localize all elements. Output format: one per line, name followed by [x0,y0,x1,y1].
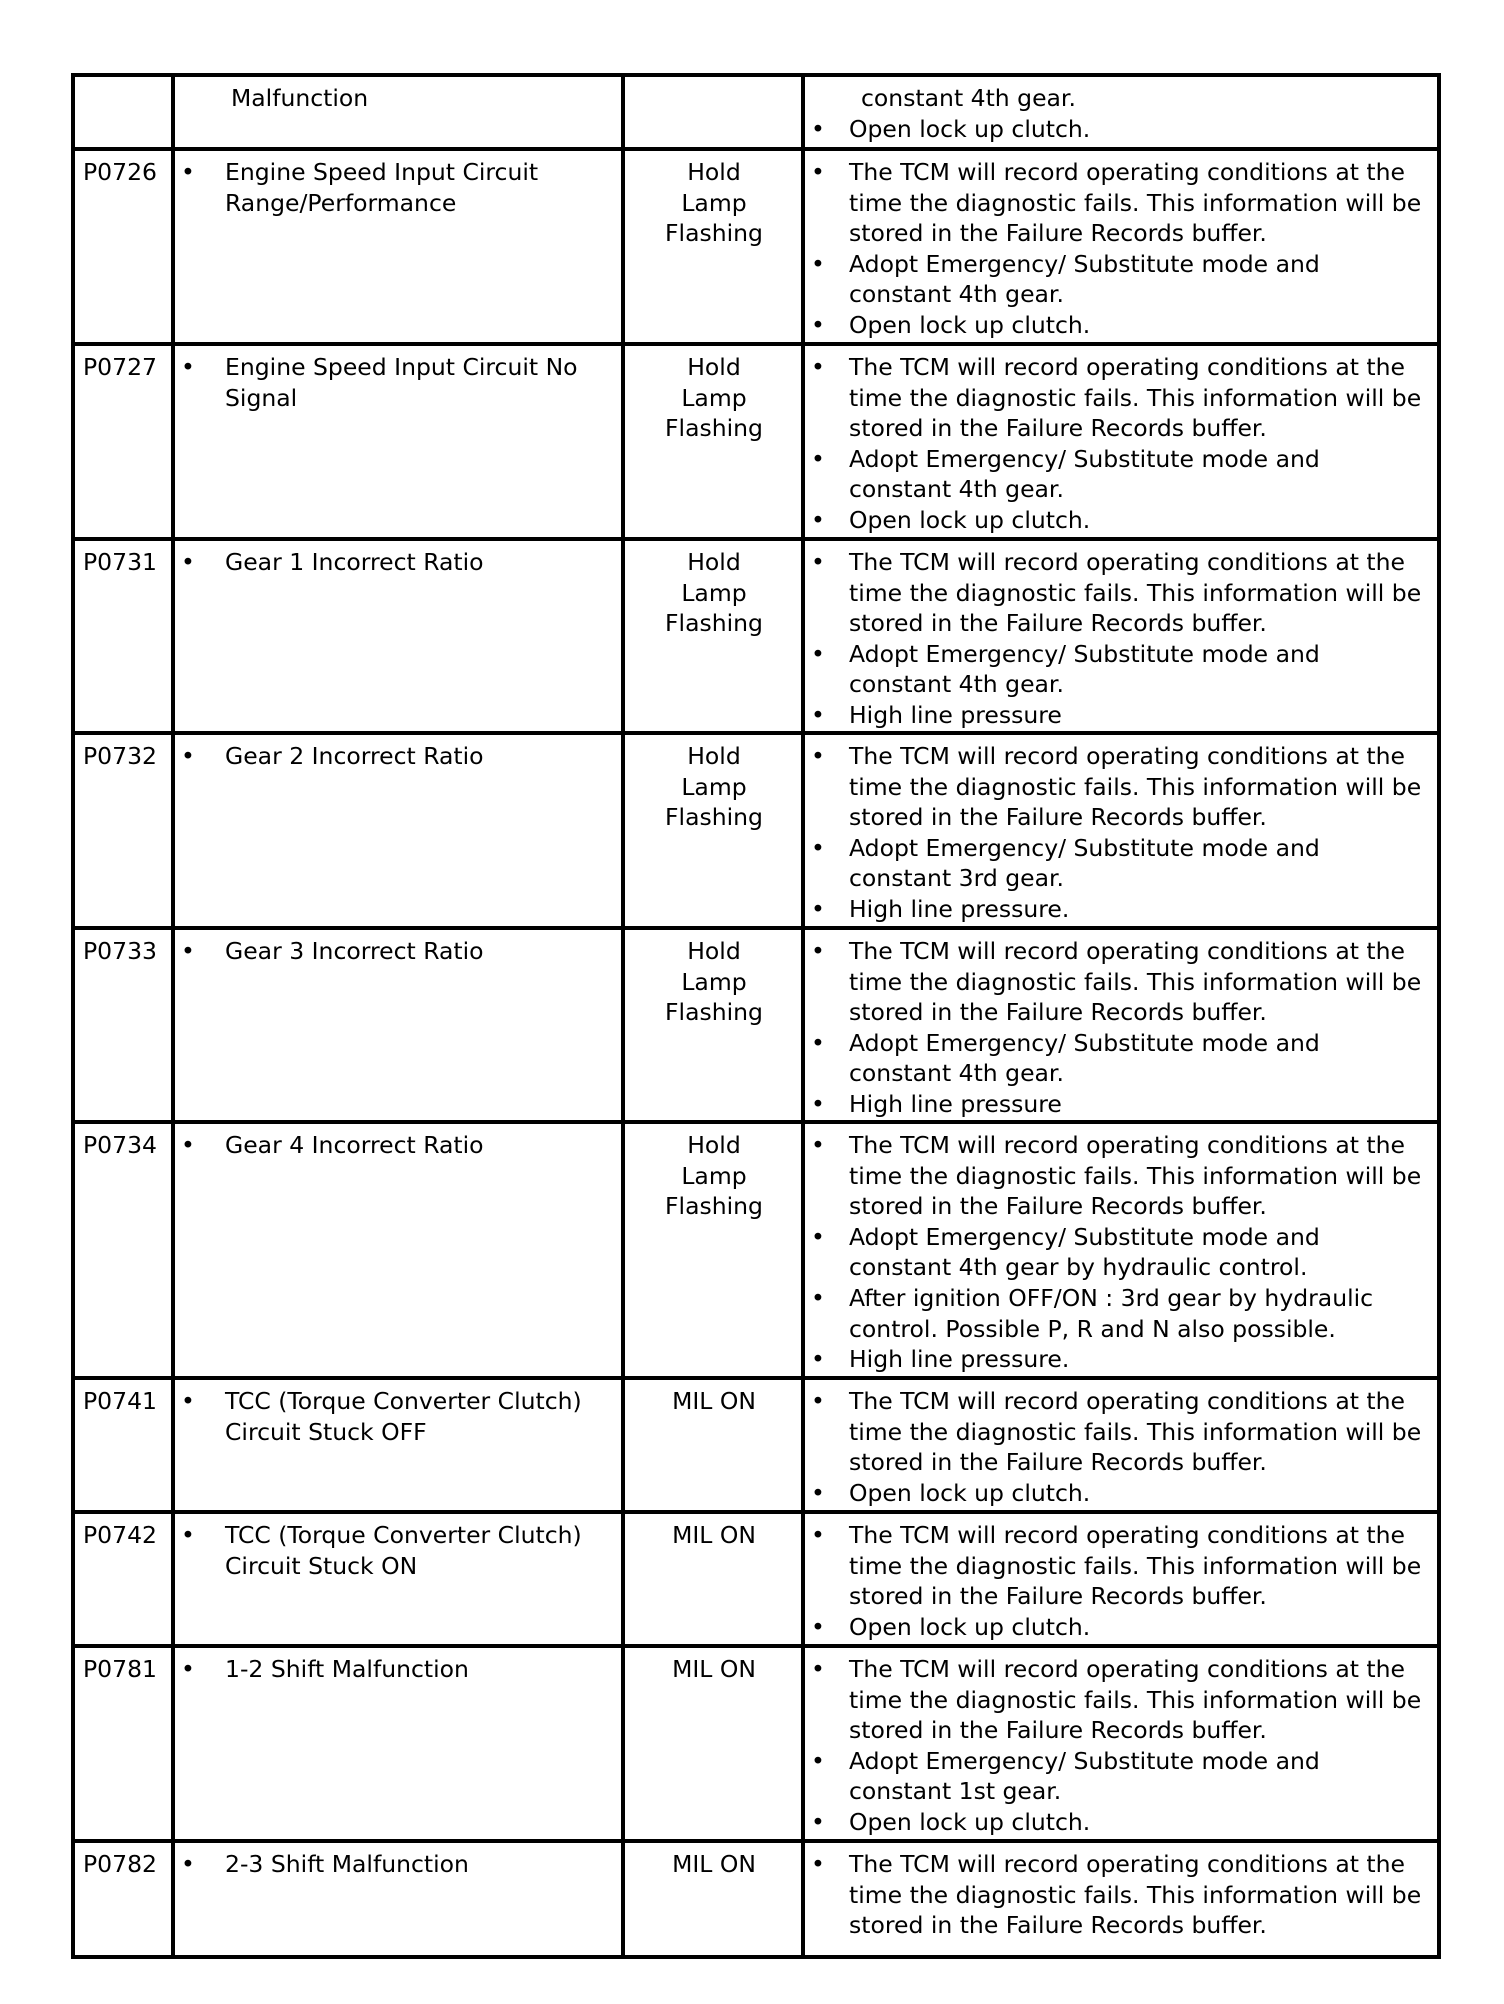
dtc-code-cell [73,1841,173,1957]
lamp-status: Hold Lamp Flashing [665,353,763,443]
table-row [73,1841,1439,1957]
action-text: Adopt Emergency/ Substitute mode and constant 4th gear. [849,444,1320,504]
lamp-status: Hold Lamp Flashing [665,1131,763,1221]
actions-cell [803,928,1439,1122]
table-row [73,1122,1439,1378]
actions-cell [803,1122,1439,1378]
bullet-icon: • [811,1746,825,1775]
action-text: The TCM will record operating conditions at the time the diagnostic fails. This information will be stored in the Failure Records buffer. [849,937,1422,1027]
action-item [811,1386,1433,1478]
action-text: Adopt Emergency/ Substitute mode and constant 4th gear by hydraulic control. [849,1222,1320,1282]
action-item [811,741,1433,833]
description-item [181,1654,617,1685]
lamp-status-cell [623,928,803,1122]
actions-cell [803,75,1439,149]
bullet-icon: • [811,444,825,473]
bullet-icon: • [811,310,825,339]
action-list [811,547,1433,731]
description-item [181,352,617,413]
action-item [811,547,1433,639]
action-item [811,936,1433,1028]
bullet-icon: • [811,1028,825,1057]
table-row [73,75,1439,149]
action-item [811,444,1433,505]
action-text: The TCM will record operating conditions at the time the diagnostic fails. This information will be stored in the Failure Records buffer. [849,1850,1422,1940]
action-text: Open lock up clutch. [849,310,1091,339]
description-item [181,1849,617,1880]
description-list [181,547,617,578]
bullet-icon: • [181,548,195,576]
lamp-status-cell [623,1378,803,1512]
action-text: The TCM will record operating conditions at the time the diagnostic fails. This information will be stored in the Failure Records buffer. [849,1131,1422,1221]
action-text: Adopt Emergency/ Substitute mode and constant 1st gear. [849,1746,1320,1806]
lamp-status-cell [623,539,803,733]
description-text: Gear 4 Incorrect Ratio [225,1131,484,1159]
action-item [811,1612,1433,1643]
action-item [811,1520,1433,1612]
bullet-icon: • [811,894,825,923]
lamp-status: Hold Lamp Flashing [665,548,763,638]
lamp-status-cell [623,1841,803,1957]
action-list [811,1520,1433,1642]
bullet-icon: • [811,249,825,278]
bullet-icon: • [811,1478,825,1507]
dtc-code-cell [73,75,173,149]
bullet-icon: • [811,1089,825,1118]
lamp-status-cell [623,1122,803,1378]
actions-cell [803,1378,1439,1512]
action-text: Open lock up clutch. [849,505,1091,534]
actions-cell [803,149,1439,344]
description-cell [173,1122,623,1378]
description-list [181,352,617,413]
lamp-status-cell [623,344,803,539]
lamp-status: Hold Lamp Flashing [665,937,763,1027]
action-text: The TCM will record operating conditions at the time the diagnostic fails. This information will be stored in the Failure Records buffer. [849,1521,1422,1611]
action-text: After ignition OFF/ON : 3rd gear by hydraulic control. Possible P, R and N also possible. [849,1283,1374,1343]
dtc-code-cell [73,733,173,928]
action-text: Adopt Emergency/ Substitute mode and constant 4th gear. [849,639,1320,699]
description-list [181,741,617,772]
dtc-code-cell [73,344,173,539]
table-row [73,1512,1439,1646]
lamp-status-cell [623,733,803,928]
description-list [181,1520,617,1581]
lamp-status: MIL ON [672,1387,756,1415]
actions-cell [803,344,1439,539]
dtc-code: P0741 [83,1387,157,1415]
description-cell [173,733,623,928]
action-item [811,1807,1433,1838]
actions-cell [803,733,1439,928]
lamp-status-cell [623,75,803,149]
bullet-icon: • [811,548,825,576]
bullet-icon: • [181,937,195,965]
action-text: Adopt Emergency/ Substitute mode and constant 4th gear. [849,249,1320,309]
action-item [811,1130,1433,1222]
description-list [181,157,617,218]
description-list [181,1849,617,1880]
action-text: Open lock up clutch. [849,1807,1091,1836]
bullet-icon: • [811,1387,825,1415]
action-text: Adopt Emergency/ Substitute mode and constant 4th gear. [849,1028,1320,1088]
diagnostic-codes-table [71,73,1441,1959]
action-item [811,310,1433,341]
dtc-code: P0731 [83,548,157,576]
action-list [811,1130,1433,1375]
action-text: High line pressure. [849,894,1070,923]
dtc-code-cell [73,928,173,1122]
bullet-icon: • [181,1387,195,1415]
action-item [811,894,1433,925]
bullet-icon: • [811,353,825,381]
lamp-status-cell [623,1646,803,1841]
actions-cell [803,1646,1439,1841]
action-item [811,1849,1433,1941]
description-cell [173,75,623,149]
action-text: High line pressure [849,700,1062,729]
dtc-code: P0732 [83,742,157,770]
bullet-icon: • [181,353,195,381]
description-text: Gear 3 Incorrect Ratio [225,937,484,965]
bullet-icon: • [811,742,825,770]
bullet-icon: • [181,1655,195,1683]
action-list [811,1654,1433,1838]
bullet-icon: • [181,1850,195,1878]
bullet-icon: • [811,1345,825,1374]
description-list [181,936,617,967]
description-cell [173,344,623,539]
dtc-code: P0733 [83,937,157,965]
action-item [811,700,1433,731]
action-text: Open lock up clutch. [849,114,1091,143]
description-cell [173,1512,623,1646]
action-text: Open lock up clutch. [849,1612,1091,1641]
dtc-code-cell [73,1646,173,1841]
dtc-code: P0782 [83,1850,157,1878]
dtc-code-cell [73,149,173,344]
bullet-icon: • [181,158,195,186]
dtc-code-cell [73,1378,173,1512]
bullet-icon: • [811,1521,825,1549]
description-cell [173,149,623,344]
action-continuation: constant 4th gear. [861,84,1076,112]
bullet-icon: • [811,833,825,862]
action-item [811,639,1433,700]
description-item [181,157,617,218]
dtc-code: P0726 [83,158,157,186]
action-text: The TCM will record operating conditions at the time the diagnostic fails. This information will be stored in the Failure Records buffer. [849,1387,1422,1477]
bullet-icon: • [181,1521,195,1549]
dtc-code: P0734 [83,1131,157,1159]
action-item [811,157,1433,249]
action-item [811,114,1433,145]
action-list [811,114,1433,145]
dtc-code: P0742 [83,1521,157,1549]
action-text: High line pressure [849,1089,1062,1118]
description-list [181,1386,617,1447]
table-row [73,344,1439,539]
description-item [181,741,617,772]
bullet-icon: • [811,114,825,143]
description-item [181,936,617,967]
table-row [73,1646,1439,1841]
action-list [811,936,1433,1120]
action-item [811,1089,1433,1120]
action-item [811,1344,1433,1375]
lamp-status-cell [623,149,803,344]
action-list [811,1386,1433,1508]
bullet-icon: • [811,937,825,965]
action-item [811,1222,1433,1283]
action-item [811,1746,1433,1807]
description-list [181,1654,617,1685]
bullet-icon: • [811,1850,825,1878]
table-row [73,928,1439,1122]
bullet-icon: • [811,1807,825,1836]
action-item [811,1654,1433,1746]
table-row [73,733,1439,928]
bullet-icon: • [811,158,825,186]
action-list [811,352,1433,536]
description-text: 2-3 Shift Malfunction [225,1850,469,1878]
action-item [811,833,1433,894]
description-cell [173,1841,623,1957]
lamp-status: Hold Lamp Flashing [665,158,763,248]
description-text: TCC (Torque Converter Clutch) Circuit Stuck OFF [225,1387,582,1446]
bullet-icon: • [181,742,195,770]
description-text: Engine Speed Input Circuit No Signal [225,353,578,412]
bullet-icon: • [811,1655,825,1683]
bullet-icon: • [811,1283,825,1312]
action-text: Adopt Emergency/ Substitute mode and constant 3rd gear. [849,833,1320,893]
lamp-status: MIL ON [672,1850,756,1878]
action-item [811,505,1433,536]
lamp-status: MIL ON [672,1655,756,1683]
description-cell [173,539,623,733]
description-text: Gear 2 Incorrect Ratio [225,742,484,770]
action-text: The TCM will record operating conditions at the time the diagnostic fails. This information will be stored in the Failure Records buffer. [849,548,1422,638]
action-item [811,352,1433,444]
dtc-code: P0727 [83,353,157,381]
dtc-code-cell [73,1122,173,1378]
table-row [73,539,1439,733]
bullet-icon: • [811,700,825,729]
lamp-status-cell [623,1512,803,1646]
actions-cell [803,1512,1439,1646]
description-item [181,1520,617,1581]
dtc-code: P0781 [83,1655,157,1683]
description-list [181,1130,617,1161]
action-item [811,249,1433,310]
description-item [181,1130,617,1161]
description-text: Malfunction [231,84,369,112]
description-cell [173,1378,623,1512]
action-item [811,1283,1433,1344]
action-text: Open lock up clutch. [849,1478,1091,1507]
bullet-icon: • [811,1131,825,1159]
bullet-icon: • [811,639,825,668]
bullet-icon: • [811,505,825,534]
description-cell [173,1646,623,1841]
bullet-icon: • [811,1612,825,1641]
dtc-code-cell [73,1512,173,1646]
action-list [811,157,1433,341]
action-item [811,1478,1433,1509]
action-text: The TCM will record operating conditions at the time the diagnostic fails. This information will be stored in the Failure Records buffer. [849,1655,1422,1745]
description-item [181,1386,617,1447]
lamp-status: MIL ON [672,1521,756,1549]
description-text: Gear 1 Incorrect Ratio [225,548,484,576]
table-row [73,1378,1439,1512]
actions-cell [803,1841,1439,1957]
actions-cell [803,539,1439,733]
dtc-code-cell [73,539,173,733]
table-row [73,149,1439,344]
action-text: The TCM will record operating conditions at the time the diagnostic fails. This information will be stored in the Failure Records buffer. [849,353,1422,443]
action-text: The TCM will record operating conditions at the time the diagnostic fails. This information will be stored in the Failure Records buffer. [849,158,1422,248]
bullet-icon: • [811,1222,825,1251]
action-text: High line pressure. [849,1345,1070,1374]
lamp-status: Hold Lamp Flashing [665,742,763,832]
description-text: 1-2 Shift Malfunction [225,1655,469,1683]
action-list [811,741,1433,925]
description-text: TCC (Torque Converter Clutch) Circuit Stuck ON [225,1521,582,1580]
description-text: Engine Speed Input Circuit Range/Performance [225,158,539,217]
action-text: The TCM will record operating conditions at the time the diagnostic fails. This information will be stored in the Failure Records buffer. [849,742,1422,832]
action-item [811,1028,1433,1089]
description-item [181,547,617,578]
description-cell [173,928,623,1122]
action-list [811,1849,1433,1941]
bullet-icon: • [181,1131,195,1159]
